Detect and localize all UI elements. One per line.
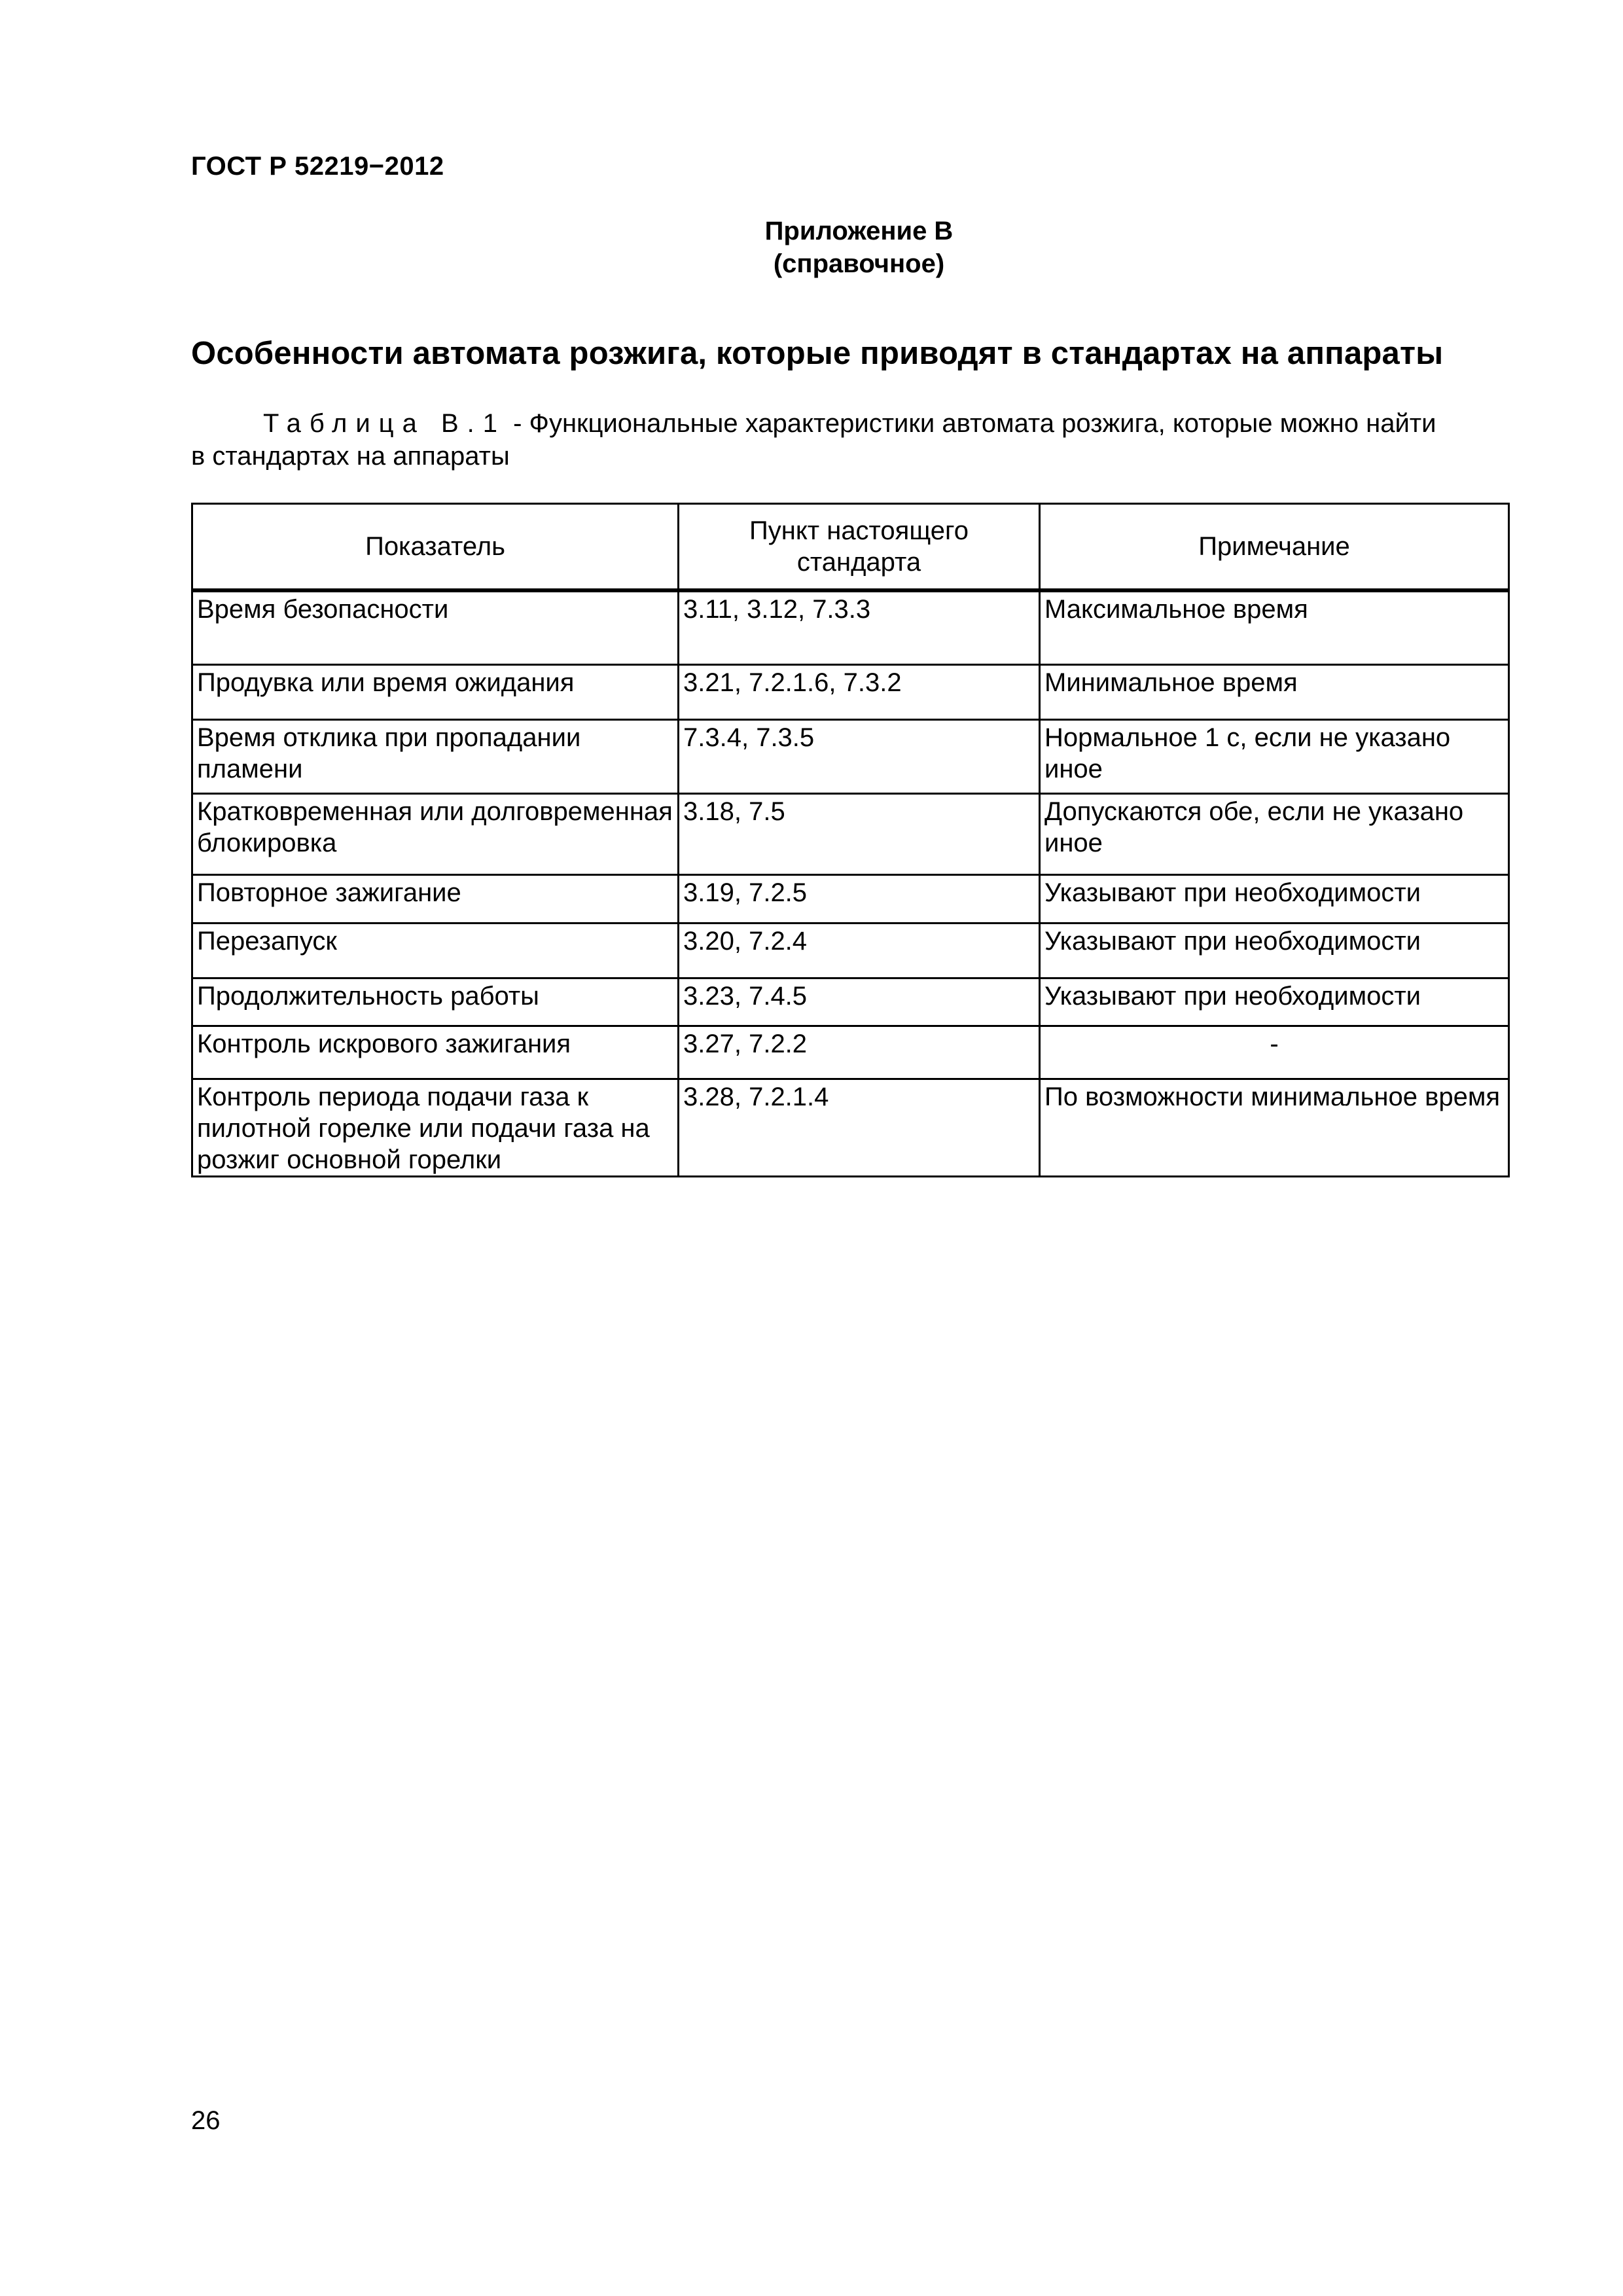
table-row (192, 590, 1509, 664)
table-caption-label: Таблица В.1 (263, 409, 506, 438)
cell-note: Минимальное время (1040, 664, 1509, 719)
cell-clause: 3.27, 7.2.2 (679, 1026, 1040, 1079)
appendix-heading (0, 215, 1623, 280)
table-row (192, 1079, 1509, 1176)
table-row (192, 874, 1509, 923)
cell-indicator: Кратковременная или долговременная блокировка (192, 793, 679, 874)
table-row (192, 793, 1509, 874)
table-row (192, 664, 1509, 719)
page-number: 26 (191, 2106, 221, 2135)
appendix-title: Приложение В (764, 217, 954, 245)
section-title: Особенности автомата розжига, которые приводят в стандартах на аппараты (191, 336, 1444, 371)
cell-indicator: Время отклика при пропадании пламени (192, 719, 679, 793)
cell-clause: 7.3.4, 7.3.5 (679, 719, 1040, 793)
table-caption (191, 407, 1507, 473)
column-header-note: Примечание (1040, 504, 1509, 591)
cell-note: По возможности минимальное время (1040, 1079, 1509, 1176)
cell-clause: 3.28, 7.2.1.4 (679, 1079, 1040, 1176)
table-header-row (192, 504, 1509, 591)
cell-note: Нормальное 1 с, если не указано иное (1040, 719, 1509, 793)
cell-note: Указывают при необходимости (1040, 874, 1509, 923)
table-row (192, 923, 1509, 978)
column-header-clause: Пункт настоящего стандарта (679, 504, 1040, 591)
cell-clause: 3.21, 7.2.1.6, 7.3.2 (679, 664, 1040, 719)
table-row (192, 978, 1509, 1026)
cell-indicator: Продувка или время ожидания (192, 664, 679, 719)
cell-indicator: Продолжительность работы (192, 978, 679, 1026)
cell-clause: 3.11, 3.12, 7.3.3 (679, 590, 1040, 664)
table-row (192, 719, 1509, 793)
column-header-indicator: Показатель (192, 504, 679, 591)
cell-note: Указывают при необходимости (1040, 923, 1509, 978)
cell-clause: 3.19, 7.2.5 (679, 874, 1040, 923)
cell-note: - (1040, 1026, 1509, 1079)
table-caption-text-continued: в стандартах на аппараты (191, 442, 510, 471)
cell-indicator: Перезапуск (192, 923, 679, 978)
table-row (192, 1026, 1509, 1079)
cell-clause: 3.20, 7.2.4 (679, 923, 1040, 978)
document-code: ГОСТ Р 52219−2012 (191, 152, 444, 181)
table-caption-text: - Функциональные характеристики автомата розжига, которые можно найти (506, 409, 1436, 438)
cell-indicator: Повторное зажигание (192, 874, 679, 923)
cell-indicator: Время безопасности (192, 590, 679, 664)
characteristics-table (191, 503, 1510, 1177)
cell-indicator: Контроль искрового зажигания (192, 1026, 679, 1079)
cell-indicator: Контроль периода подачи газа к пилотной горелке или подачи газа на розжиг основной горелки (192, 1079, 679, 1176)
cell-note: Допускаются обе, если не указано иное (1040, 793, 1509, 874)
cell-note: Максимальное время (1040, 590, 1509, 664)
cell-clause: 3.23, 7.4.5 (679, 978, 1040, 1026)
cell-note: Указывают при необходимости (1040, 978, 1509, 1026)
cell-clause: 3.18, 7.5 (679, 793, 1040, 874)
appendix-status: (справочное) (773, 249, 945, 278)
